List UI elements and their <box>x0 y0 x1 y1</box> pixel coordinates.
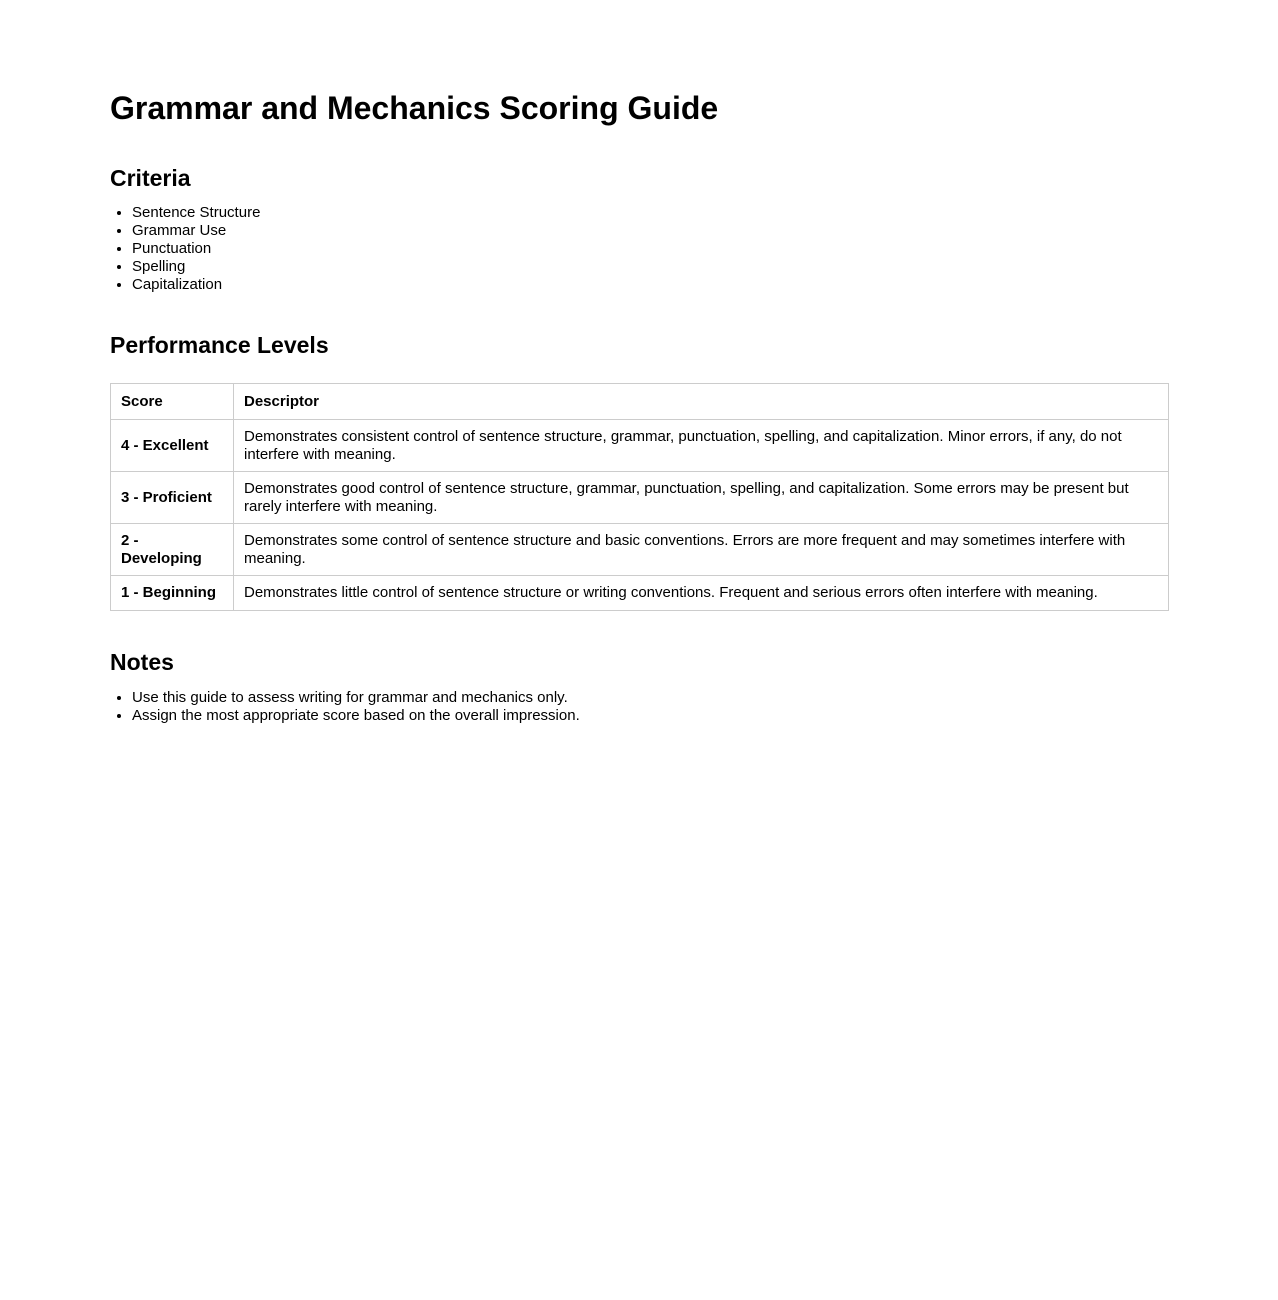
cell-descriptor: Demonstrates consistent control of sentence structure, grammar, punctuation, spelling, and capitalization. Minor errors, if any, do not interfere with meaning. <box>234 420 1169 472</box>
list-item: • Assign the most appropriate score based on the overall impression. <box>132 707 1168 725</box>
list-item: • Spelling <box>132 258 1168 276</box>
list-item: • Grammar Use <box>132 222 1168 240</box>
cell-score: 4 - Excellent <box>111 420 234 472</box>
page-title: Grammar and Mechanics Scoring Guide <box>110 90 719 126</box>
cell-descriptor: Demonstrates good control of sentence structure, grammar, punctuation, spelling, and capitalization. Some errors may be present but rarely interfere with meaning. <box>234 472 1169 524</box>
table-row <box>111 420 1169 472</box>
cell-descriptor: Demonstrates some control of sentence structure and basic conventions. Errors are more frequent and may sometimes interfere with meaning. <box>234 524 1169 576</box>
list-item: • Punctuation <box>132 240 1168 258</box>
list-item: • Capitalization <box>132 276 1168 294</box>
cell-score: 3 - Proficient <box>111 472 234 524</box>
table-header <box>111 383 1169 420</box>
cell-descriptor: Demonstrates little control of sentence structure or writing conventions. Frequent and serious errors often interfere with meaning. <box>234 576 1169 611</box>
notes-list <box>110 689 1168 725</box>
table-header-row <box>111 383 1169 420</box>
notes-section <box>110 649 1168 725</box>
column-header-descriptor: Descriptor <box>234 383 1169 420</box>
column-header-score: Score <box>111 383 234 420</box>
criteria-list <box>110 204 1168 294</box>
criteria-section <box>110 165 1168 295</box>
cell-score: 2 - Developing <box>111 524 234 576</box>
table-row <box>111 472 1169 524</box>
criteria-heading: Criteria <box>110 164 191 191</box>
table-row <box>111 524 1169 576</box>
cell-score: 1 - Beginning <box>111 576 234 611</box>
performance-levels-table <box>110 383 1169 611</box>
table-body <box>111 420 1169 611</box>
performance-levels-heading: Performance Levels <box>110 332 329 359</box>
table-row <box>111 576 1169 611</box>
notes-heading: Notes <box>110 648 174 675</box>
performance-levels-section <box>110 332 1168 611</box>
list-item: • Sentence Structure <box>132 204 1168 222</box>
list-item: • Use this guide to assess writing for grammar and mechanics only. <box>132 689 1168 707</box>
